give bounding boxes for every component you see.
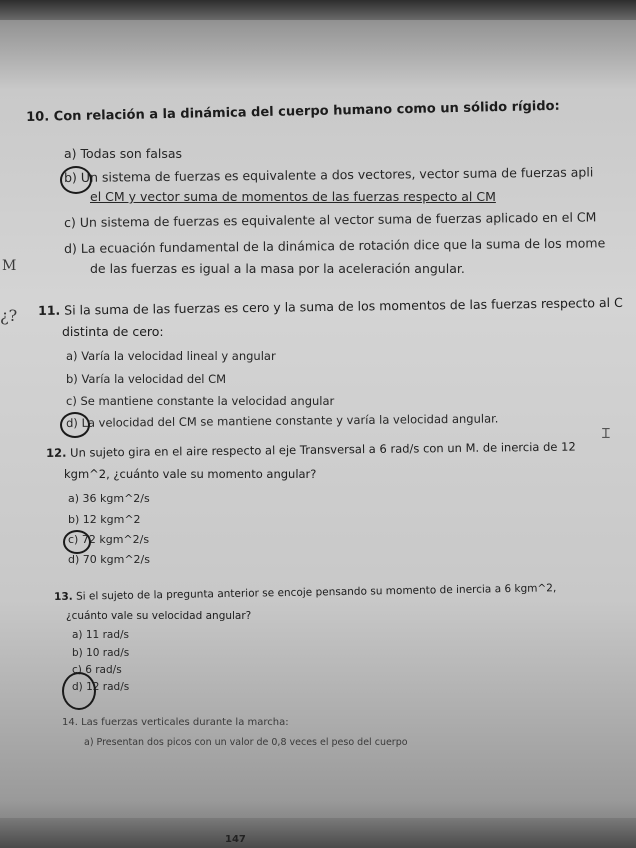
question-13-text-2: ¿cuánto vale su velocidad angular? — [66, 610, 252, 622]
q13-option-d-text: 12 rad/s — [86, 681, 130, 693]
answer-circle-q12 — [63, 530, 91, 554]
text-cursor-icon: Ɪ — [602, 426, 610, 442]
q13-option-d-letter: d) — [72, 681, 83, 693]
bottom-shadow-band — [0, 818, 636, 848]
q11-option-d-letter: d) — [66, 415, 78, 430]
q12-option-b: b) 12 kgm^2 — [68, 513, 141, 526]
q11-option-a: a) Varía la velocidad lineal y angular — [66, 349, 276, 363]
question-11-text-2: distinta de cero: — [62, 324, 164, 339]
question-14-number: 14. — [62, 717, 78, 728]
page-number: 147 — [225, 834, 246, 845]
q14-option-a: a) Presentan dos picos con un valor de 0,8 veces el peso del cuerpo — [84, 737, 408, 748]
margin-mark-m: M — [2, 258, 17, 274]
q13-option-c-letter: c) — [72, 664, 82, 676]
q10-option-c: c) Un sistema de fuerzas es equivalente al vector suma de fuerzas aplicado en el CM — [64, 209, 597, 230]
question-12-number: 12. — [46, 445, 67, 460]
q11-option-d-text: La velocidad del CM se mantiene constante y varía la velocidad angular. — [81, 411, 499, 430]
question-10-text: Con relación a la dinámica del cuerpo humano como un sólido rígido: — [53, 98, 560, 125]
top-shadow-band — [0, 0, 636, 20]
q13-option-a: a) 11 rad/s — [72, 629, 129, 641]
q12-option-a: a) 36 kgm^2/s — [68, 492, 150, 505]
question-12-text-2: kgm^2, ¿cuánto vale su momento angular? — [64, 467, 317, 481]
q10-option-b-text-2: el CM y vector suma de momentos de las fuerzas respecto al CM — [90, 189, 496, 204]
q10-option-d-2: de las fuerzas es igual a la masa por la aceleración angular. — [90, 261, 465, 276]
q10-option-b-text-1: Un sistema de fuerzas es equivalente a dos vectores, vector suma de fuerzas apli — [80, 164, 594, 185]
question-14 — [62, 717, 289, 728]
margin-mark-question: ¿? — [0, 306, 18, 325]
question-10-number: 10. — [26, 109, 50, 125]
q13-option-c-text: 6 rad/s — [85, 664, 122, 676]
q10-option-d-1: d) La ecuación fundamental de la dinámica de rotación dice que la suma de los mome — [64, 235, 606, 256]
q11-option-b: b) Varía la velocidad del CM — [66, 372, 227, 386]
q11-option-c: c) Se mantiene constante la velocidad angular — [66, 394, 335, 408]
question-11-number: 11. — [38, 302, 61, 318]
q12-option-c-letter: c) — [68, 533, 79, 546]
answer-circle-q13 — [62, 672, 96, 710]
q12-option-c-text: 72 kgm^2/s — [81, 533, 150, 546]
q10-option-b-letter: b) — [64, 169, 77, 185]
question-13-number: 13. — [54, 590, 73, 603]
q10-option-a: a) Todas son falsas — [64, 146, 183, 161]
question-14-text: Las fuerzas verticales durante la marcha: — [81, 717, 289, 728]
question-13-text-1: Si el sujeto de la pregunta anterior se encoje pensando su momento de inercia a 6 kgm^2, — [75, 582, 557, 603]
answer-circle-q11 — [60, 412, 90, 438]
question-11-text-1: Si la suma de las fuerzas es cero y la suma de los momentos de las fuerzas respecto al C — [64, 294, 623, 318]
q12-option-d: d) 70 kgm^2/s — [68, 553, 150, 566]
q13-option-b: b) 10 rad/s — [72, 647, 130, 659]
question-12-text-1: Un sujeto gira en el aire respecto al eje Transversal a 6 rad/s con un M. de inercia de 12 — [70, 439, 576, 460]
answer-circle-q10 — [60, 166, 92, 194]
